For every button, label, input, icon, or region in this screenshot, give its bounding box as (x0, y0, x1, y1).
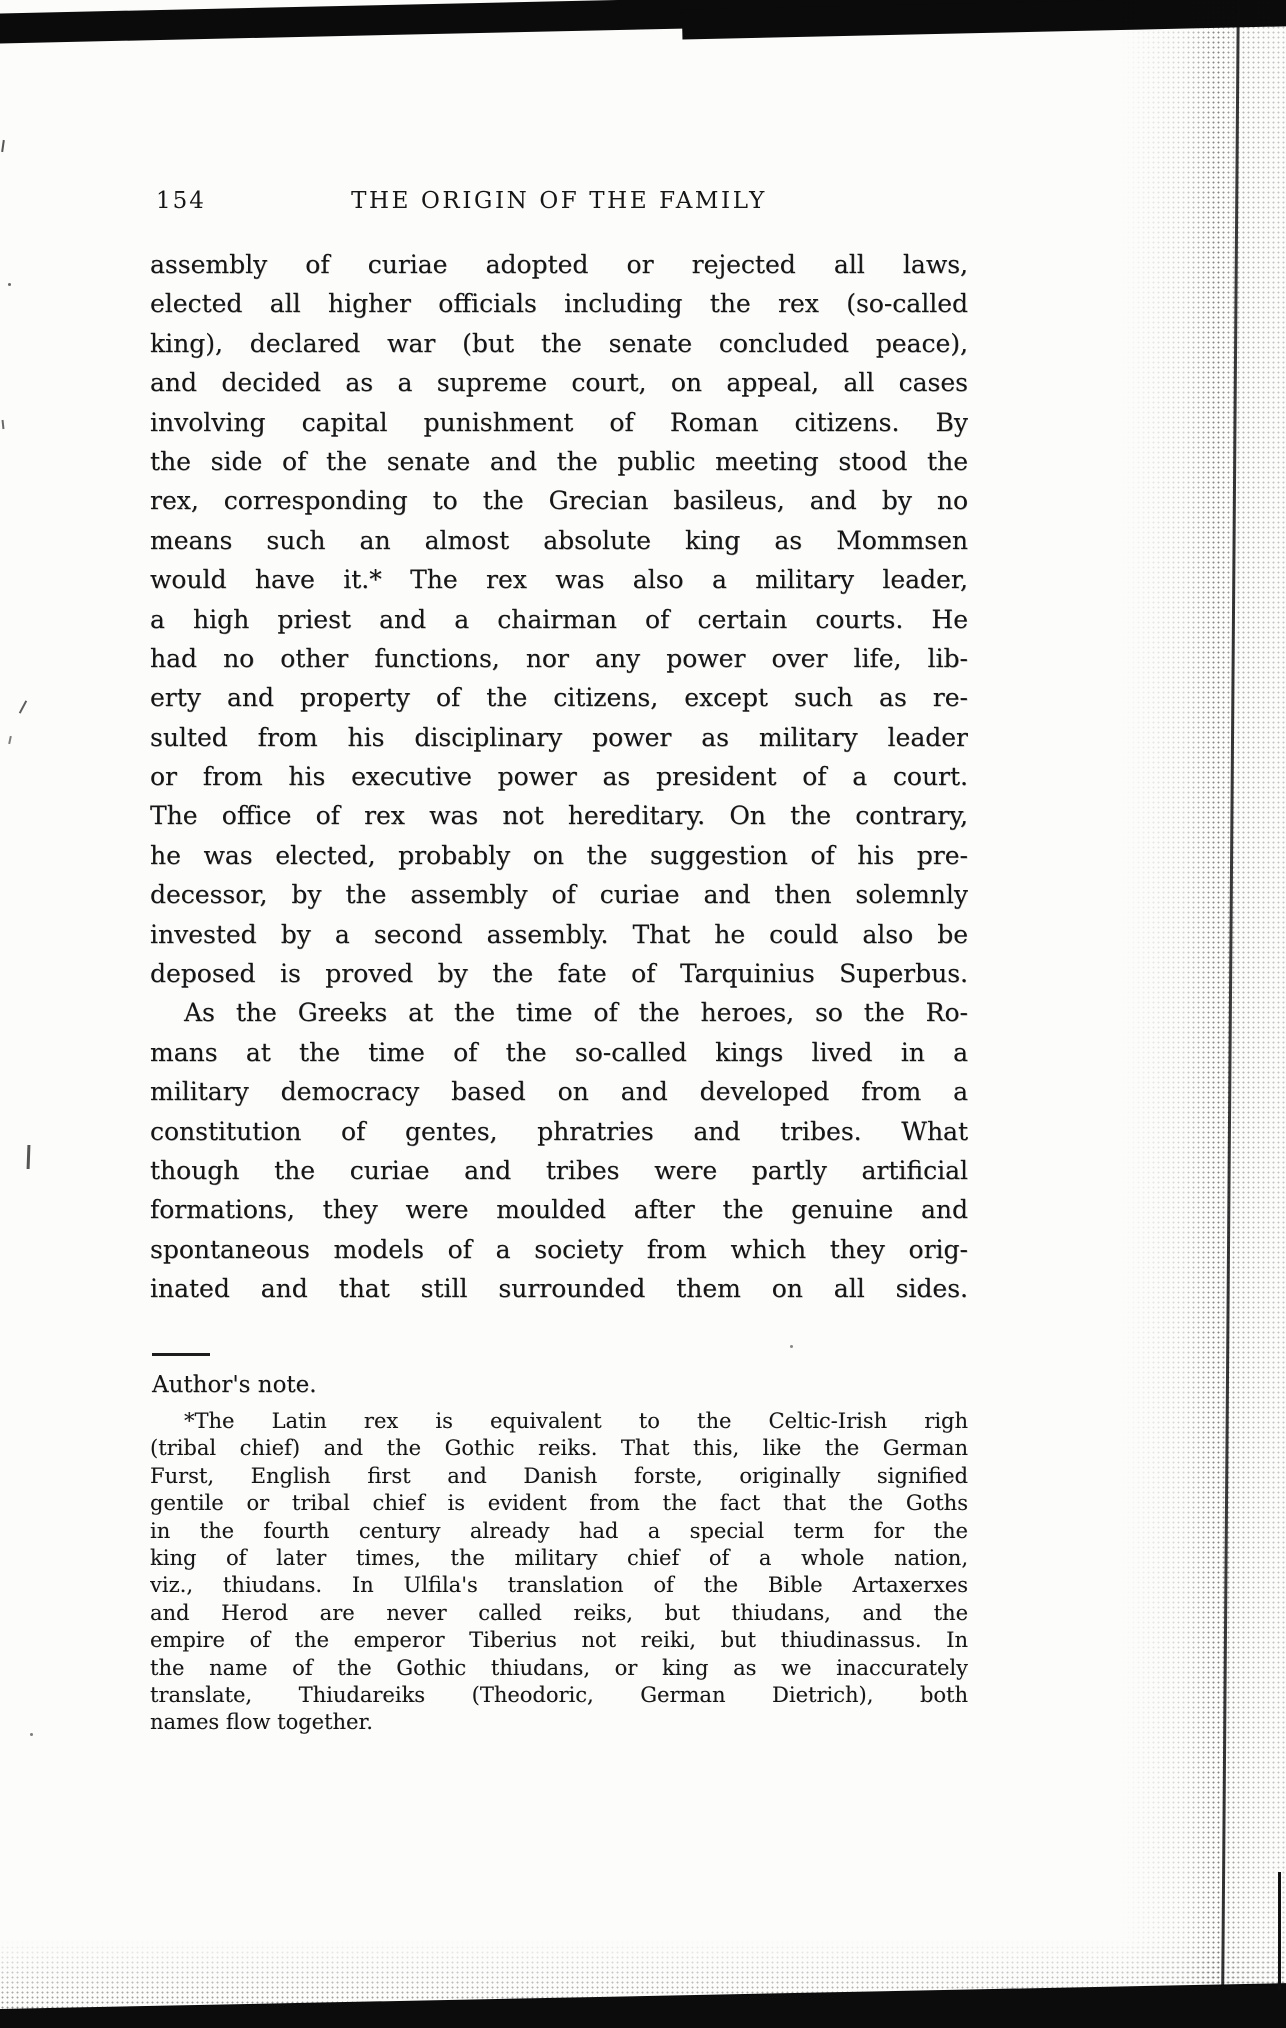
scan-speck (19, 700, 27, 713)
text-line: *The Latin rex is equivalent to the Celtic-Irish righ (184, 1409, 968, 1433)
text-line: means such an almost absolute king as Mommsen (150, 525, 968, 555)
text-line: king), declared war (but the senate concluded peace), (150, 328, 968, 358)
scan-speck (8, 736, 12, 744)
text-line: spontaneous models of a society from which they orig- (150, 1234, 968, 1264)
paragraph-2 (150, 993, 968, 1308)
text-line: would have it.* The rex was also a military leader, (150, 565, 968, 595)
scan-speck (1, 140, 5, 152)
scan-speck (790, 1345, 793, 1348)
text-line: though the curiae and tribes were partly artificial (150, 1155, 968, 1185)
text-line: inated and that still surrounded them on all sides. (150, 1274, 968, 1304)
footnote-divider (152, 1353, 210, 1356)
text-line: involving capital punishment of Roman citizens. By (150, 407, 968, 437)
text-line: king of later times, the military chief of a whole nation, (150, 1545, 968, 1570)
text-line: sulted from his disciplinary power as military leader (150, 722, 968, 752)
text-line: or from his executive power as president of a court. (150, 762, 968, 792)
text-line: As the Greeks at the time of the heroes, so the Ro- (184, 998, 968, 1028)
text-line: elected all higher officials including the rex (so-called (150, 289, 968, 319)
scan-speck (30, 1733, 33, 1736)
text-line: mans at the time of the so-called kings lived in a (150, 1037, 968, 1067)
text-line: the side of the senate and the public meeting stood the (150, 446, 968, 476)
text-line: empire of the emperor Tiberius not reiki, but thiudinassus. In (150, 1628, 968, 1653)
body-text (150, 245, 968, 1309)
text-line: names flow together. (150, 1710, 373, 1735)
footnote-paragraph (150, 1408, 968, 1737)
text-line: formations, they were moulded after the genuine and (150, 1195, 968, 1225)
text-line: Furst, English first and Danish forste, originally signified (150, 1463, 968, 1488)
text-line: The office of rex was not hereditary. On the contrary, (150, 801, 968, 831)
text-line: assembly of curiae adopted or rejected all laws, (150, 250, 968, 279)
text-line: invested by a second assembly. That he could also be (150, 919, 968, 949)
text-line: had no other functions, nor any power over life, lib- (150, 643, 968, 673)
text-line: erty and property of the citizens, except such as re- (150, 683, 968, 713)
text-line: and Herod are never called reiks, but thiudans, and the (150, 1600, 968, 1625)
scan-edge-line (1278, 1872, 1281, 1990)
text-line: rex, corresponding to the Grecian basileus, and by no (150, 486, 968, 516)
text-line: gentile or tribal chief is evident from the fact that the Goths (150, 1491, 968, 1516)
footnote-heading: Author's note. (152, 1372, 317, 1398)
text-line: the name of the Gothic thiudans, or king as we inaccurately (150, 1655, 968, 1680)
text-line: and decided as a supreme court, on appeal, all cases (150, 368, 968, 398)
page-number: 154 (156, 188, 206, 214)
scan-gutter-shadow (1121, 0, 1286, 2028)
text-line: in the fourth century already had a special term for the (150, 1518, 968, 1543)
scan-speck (8, 283, 11, 286)
text-line: he was elected, probably on the suggestion of his pre- (150, 840, 968, 870)
scan-speck (2, 420, 5, 429)
text-line: military democracy based on and developed from a (150, 1077, 968, 1107)
text-line: deposed is proved by the fate of Tarquinius Superbus. (150, 959, 968, 989)
text-line: decessor, by the assembly of curiae and then solemnly (150, 880, 968, 910)
page-header (150, 188, 968, 218)
text-line: translate, Thiudareiks (Theodoric, German Dietrich), both (150, 1682, 968, 1707)
paragraph-1 (150, 245, 968, 993)
text-line: a high priest and a chairman of certain courts. He (150, 604, 968, 634)
running-title: THE ORIGIN OF THE FAMILY (351, 188, 767, 214)
text-line: (tribal chief) and the Gothic reiks. That this, like the German (150, 1436, 968, 1461)
text-line: viz., thiudans. In Ulfila's translation of the Bible Artaxerxes (150, 1573, 968, 1598)
text-line: constitution of gentes, phratries and tribes. What (150, 1116, 968, 1146)
scan-speck (27, 1145, 31, 1169)
